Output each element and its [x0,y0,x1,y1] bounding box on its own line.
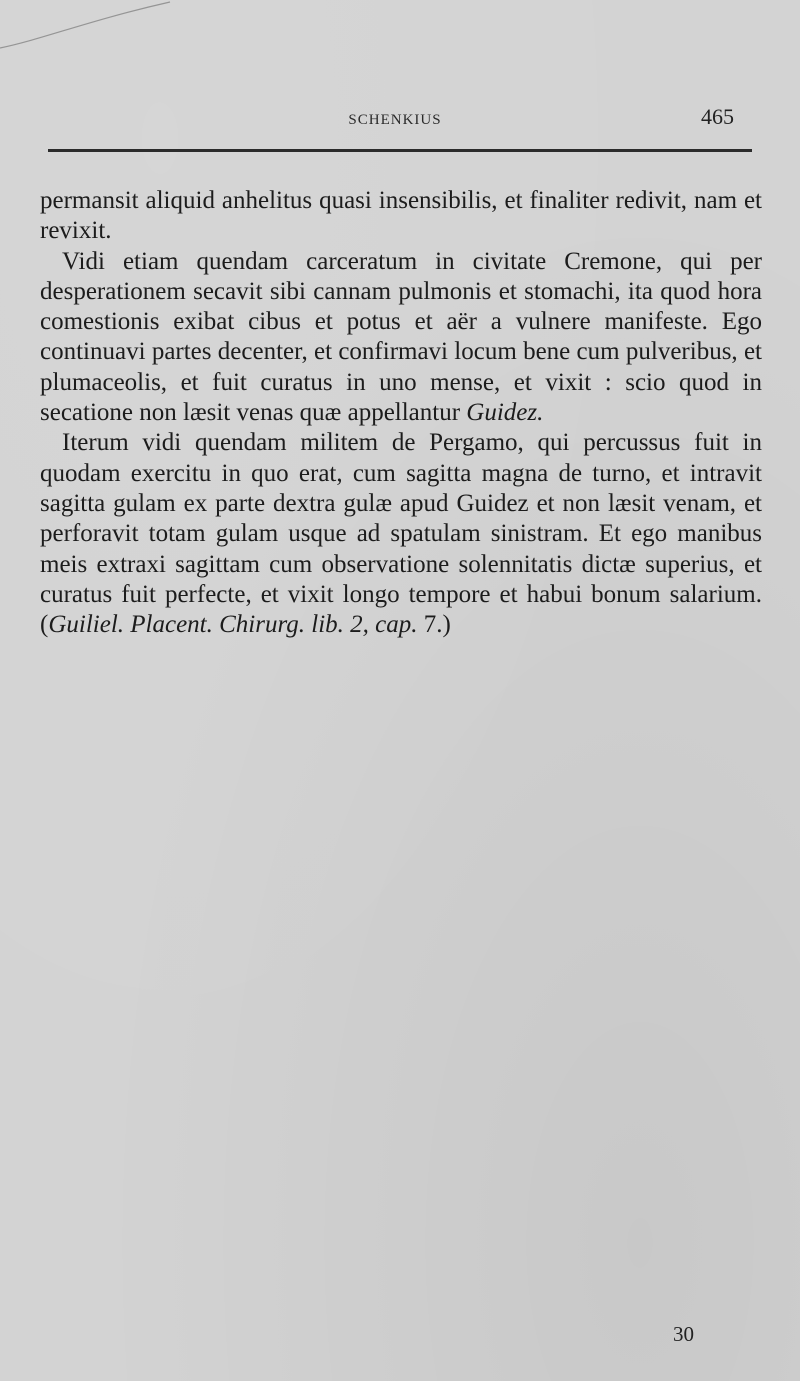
body-text [40,186,762,640]
header-rule [48,149,752,152]
page-number: 465 [701,104,734,129]
corner-smudge [0,0,200,60]
paragraph-3 [40,428,762,640]
paragraph-2-text: Vidi etiam quendam carceratum in civitate Cremone, qui per desperationem secavit sibi cannam pulmonis et stomachi, ita quod hora comestionis exibat cibus et potus et aër a vulnere manifeste. Ego continuavi partes decenter, et confirmavi locum bene cum pulveribus, et plumaceolis, et fuit curatus in uno mense, et vixit : scio quod in secatione non læsit venas quæ appellantur [40,247,762,427]
citation-end: 7.) [417,611,451,639]
paragraph-2 [40,247,762,429]
paragraph-2-italic: Guidez. [466,399,544,427]
paragraph-1 [40,186,762,247]
running-title: SCHENKIUS [348,112,442,128]
paragraph-3-text: Iterum vidi quendam militem de Pergamo, qui percussus fuit in quodam exercitu in quo erat, cum sagitta magna de turno, et intravit sagitta gulam ex parte dextra gulæ apud Guidez et non læsit venam, et perforavit totam gulam usque ad spatulam sinistram. Et ego manibus meis extraxi sagittam cum observatione solennitatis dictæ superius, et curatus fuit perfecte, et vixit longo tempore et habui bonum salarium. ( [40,429,762,639]
citation: Guiliel. Placent. Chirurg. lib. 2, cap. [48,611,418,639]
paragraph-1-text: permansit aliquid anhelitus quasi insensibilis, et finaliter redivit, nam et revixit. [40,187,762,245]
signature-mark: 30 [673,1322,694,1346]
